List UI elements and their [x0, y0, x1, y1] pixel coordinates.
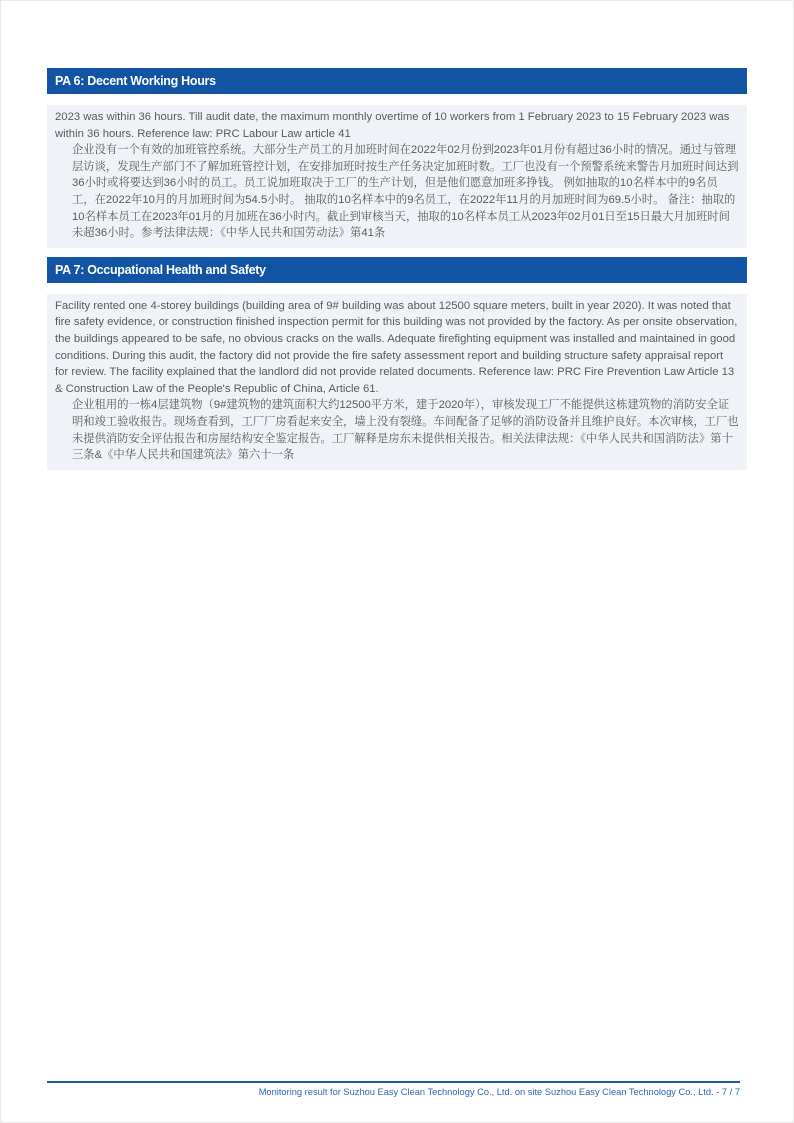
footer-page-text: Monitoring result for Suzhou Easy Clean Technology Co., Ltd. on site Suzhou Easy Clean Technology Co., Ltd. - 7 / 7 — [258, 1087, 740, 1097]
pa7-chinese-paragraph: 企业租用的一栋4层建筑物（9#建筑物的建筑面积大约12500平方米，建于2020年），审核发现工厂不能提供这栋建筑物的消防安全证明和竣工验收报告。现场查看到，工厂厂房看起来安全，墙上没有裂缝。车间配备了足够的消防设备并且维护良好。本次审核，工厂也未提供消防安全评估报告和房屋结构安全鉴定报告。工厂解释是房东未提供相关报告。相关法律法规：《中华人民共和国消防法》第十三条&《中华人民共和国建筑法》第六十一条 — [72, 399, 739, 462]
pa6-english-paragraph: 2023 was within 36 hours. Till audit date, the maximum monthly overtime of 10 workers from 1 February 2023 to 15 February 2023 was within 36 hours. Reference law: PRC Labour Law article 41 — [55, 111, 730, 140]
pa7-header-bar — [47, 257, 747, 283]
pa6-title: PA 6: Decent Working Hours — [55, 74, 216, 88]
pa6-chinese-paragraph: 企业没有一个有效的加班管控系统。大部分生产员工的月加班时间在2022年02月份到2023年01月份有超过36小时的情况。通过与管理层访谈，发现生产部门不了解加班管控计划，在安排加班时按生产任务决定加班时数。工厂也没有一个预警系统来警告月加班时间达到36小时或将要达到36小时的员工。员工说加班取决于工厂的生产计划，但是他们愿意加班多挣钱。 例如抽取的10名样本中的9名员工，在2022年10月的月加班时间为54.5小时。 抽取的10名样本中的9名员工，在2022年11月的月加班时间为69.5小时。 备注：抽取的10名样本员工在2023年01月的月加班在36小时内。截止到审核当天，抽取的10名样本员工从2023年02月01日至15日最大月加班时间未超36小时。参考法律法规：《中华人民共和国劳动法》第41条 — [72, 144, 739, 240]
pa6-body — [47, 105, 747, 248]
section-pa6 — [47, 68, 747, 248]
pa7-body — [47, 294, 747, 470]
section-pa7 — [47, 257, 747, 470]
page-footer — [47, 1081, 740, 1098]
pa7-title: PA 7: Occupational Health and Safety — [55, 262, 266, 277]
document-content — [47, 68, 747, 479]
footer-divider — [47, 1081, 740, 1083]
pa7-english-paragraph: Facility rented one 4-storey buildings (building area of 9# building was about 12500 square meters, built in year 2020). It was noted that fire safety evidence, or construction finished inspection permit for this building was not provided by the factory. As per onsite observation, the buildings appeared to be safe, no obvious cracks on the walls. Adequate firefighting equipment was installed and maintained in good conditions. During this audit, the factory did not provide the fire safety assessment report and building structure safety appraisal report for review. The facility explained that the landlord did not provide related documents. Reference law: PRC Fire Prevention Law Article 13 & Construction Law of the People's Republic of China, Article 61. — [55, 299, 738, 395]
pa6-header-bar — [47, 68, 747, 94]
